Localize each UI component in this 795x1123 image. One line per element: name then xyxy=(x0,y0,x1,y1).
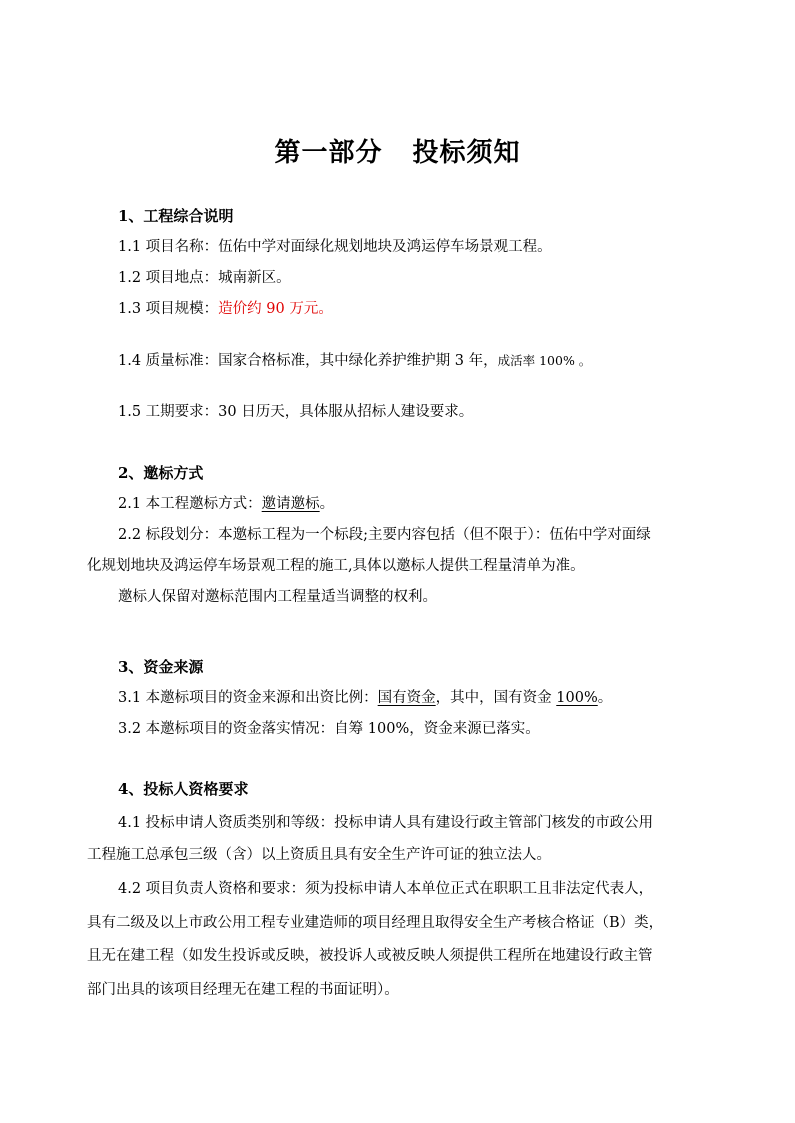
funding-ratio-value: 100% xyxy=(556,690,598,706)
quality-standard-text: 1.4 质量标准：国家合格标准，其中绿化养护维护期 3 年， xyxy=(118,353,498,369)
funding-source-end: 。 xyxy=(597,690,613,706)
lot-division-line-1: 2.2 标段划分：本邀标工程为一个标段;主要内容包括（但不限于）：伍佑中学对面绿 xyxy=(118,527,651,543)
lot-division-line-2: 化规划地块及鸿运停车场景观工程的施工,具体以邀标人提供工程量清单为准。 xyxy=(87,558,585,574)
title-name: 投标须知 xyxy=(412,138,521,168)
invitation-method-end: 。 xyxy=(319,496,335,512)
funding-source-label: 3.1 本邀标项目的资金来源和出资比例： xyxy=(118,690,378,706)
project-name-line: 1.1 项目名称：伍佑中学对面绿化规划地块及鸿运停车场景观工程。 xyxy=(118,239,552,255)
section-1-heading: 1、工程综合说明 xyxy=(118,207,234,225)
funding-source-mid: ，其中，国有资金 xyxy=(435,690,557,706)
invitation-method-value: 邀请邀标 xyxy=(261,496,320,512)
section-3-heading: 3、资金来源 xyxy=(118,658,204,676)
quality-standard-line xyxy=(118,351,743,371)
manager-requirement-line-4: 部门出具的该项目经理无在建工程的书面证明）。 xyxy=(87,982,399,998)
project-location-line: 1.2 项目地点：城南新区。 xyxy=(118,270,291,286)
qualification-line-2: 工程施工总承包三级（含）以上资质且具有安全生产许可证的独立法人。 xyxy=(87,847,551,863)
funding-source-value: 国有资金 xyxy=(377,690,436,706)
qualification-line-1: 4.1 投标申请人资质类别和等级：投标申请人具有建设行政主管部门核发的市政公用 xyxy=(118,815,654,831)
title-part: 第一部分 xyxy=(274,138,383,168)
survival-rate-text: 成活率 100% 。 xyxy=(497,353,592,368)
manager-requirement-line-1: 4.2 项目负责人资格和要求：须为投标申请人本单位正式在职职工且非法定代表人， xyxy=(118,881,654,897)
funding-source-line xyxy=(118,688,743,708)
reserve-right-line: 邀标人保留对邀标范围内工程量适当调整的权利。 xyxy=(118,589,437,605)
manager-requirement-line-3: 且无在建工程（如发生投诉或反映，被投诉人或被反映人须提供工程所在地建设行政主管 xyxy=(87,948,653,964)
project-scale-line xyxy=(118,299,743,319)
funding-status-line: 3.2 本邀标项目的资金落实情况：自筹 100%，资金来源已落实。 xyxy=(118,721,540,737)
project-scale-value: 造价约 90 万元。 xyxy=(218,301,333,317)
project-scale-label: 1.3 项目规模： xyxy=(118,301,219,317)
invitation-method-label: 2.1 本工程邀标方式： xyxy=(118,496,262,512)
section-2-heading: 2、邀标方式 xyxy=(118,464,204,482)
invitation-method-line xyxy=(118,494,743,514)
schedule-line: 1.5 工期要求：30 日历天，具体服从招标人建设要求。 xyxy=(118,404,474,420)
section-4-heading: 4、投标人资格要求 xyxy=(118,780,249,798)
manager-requirement-line-2: 具有二级及以上市政公用工程专业建造师的项目经理且取得安全生产考核合格证（B）类， xyxy=(87,915,664,931)
page-title xyxy=(0,132,795,169)
